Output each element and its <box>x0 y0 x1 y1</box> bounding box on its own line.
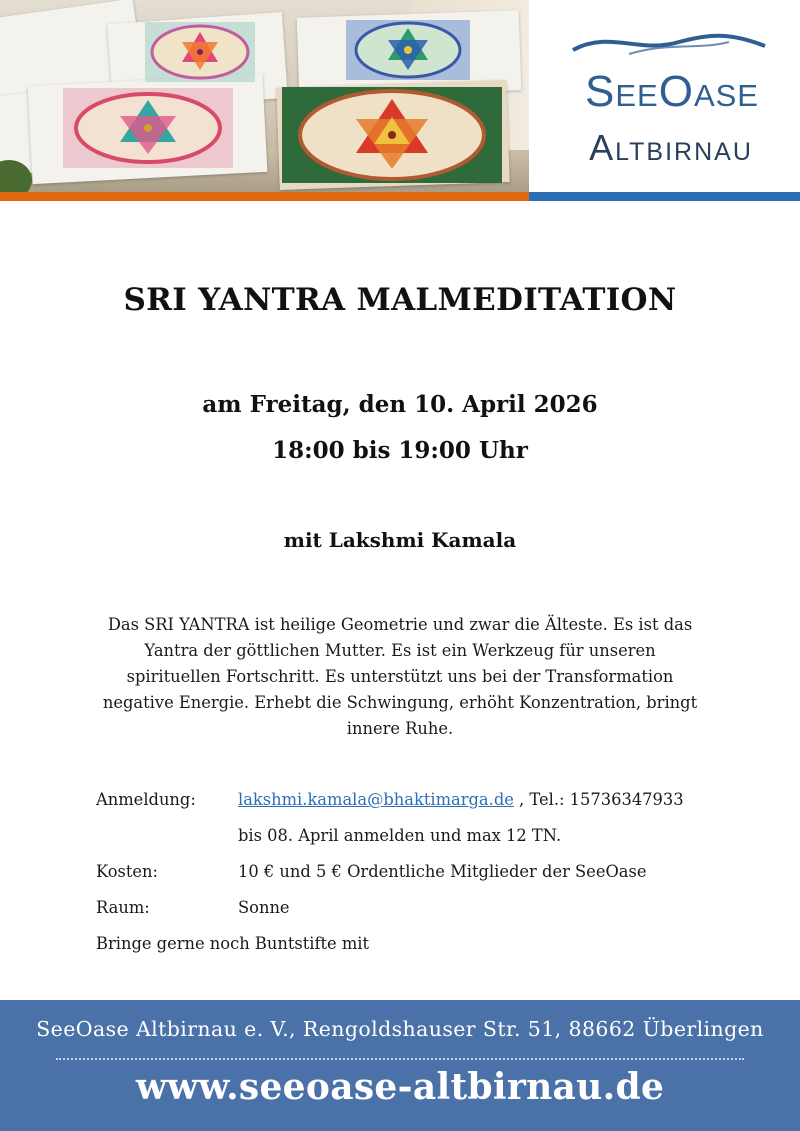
footer-divider <box>56 1058 744 1060</box>
registration-email-link[interactable]: lakshmi.kamala@bhaktimarga.de <box>238 790 514 809</box>
footer-website[interactable]: www.seeoase-altbirnau.de <box>135 1066 665 1108</box>
room-value: Sonne <box>238 898 290 917</box>
registration-phone: , Tel.: 15736347933 <box>513 790 684 809</box>
cost-value: 10 € und 5 € Ordentliche Mitglieder der SeeOase <box>238 862 647 881</box>
event-title: SRI YANTRA MALMEDITATION <box>123 282 677 318</box>
footer-address: SeeOase Altbirnau e. V., Rengoldshauser Str. 51, 88662 Überlingen <box>36 1017 764 1041</box>
event-host: mit Lakshmi Kamala <box>283 528 517 552</box>
event-description: Das SRI YANTRA ist heilige Geometrie und zwar die Älteste. Es ist das Yantra der göttlichen Mutter. Es ist ein Werkzeug für unseren spirituellen Fortschritt. Es unterstützt uns bei der Transformation negative Energie. Erhebt die Schwingung, erhöht Konzentration, bringt innere Ruhe. <box>102 615 698 738</box>
mandala-paintings <box>0 0 529 192</box>
event-time: 18:00 bis 19:00 Uhr <box>272 437 528 464</box>
header-photo <box>0 0 529 192</box>
orange-bar <box>0 192 529 201</box>
registration-contact <box>238 790 684 809</box>
registration-label: Anmeldung: <box>96 790 196 809</box>
registration-note: bis 08. April anmelden und max 12 TN. <box>238 826 562 845</box>
logo-line-2: Altbirnau <box>589 127 753 168</box>
bring-note: Bringe gerne noch Buntstifte mit <box>96 934 370 953</box>
logo-line-1: SeeOase <box>585 67 759 116</box>
waves-icon <box>569 24 769 64</box>
room-label: Raum: <box>96 898 150 917</box>
seeoase-logo <box>529 0 800 192</box>
footer <box>0 1000 800 1131</box>
event-date: am Freitag, den 10. April 2026 <box>202 391 598 418</box>
blue-bar <box>529 192 800 201</box>
cost-label: Kosten: <box>96 862 159 881</box>
